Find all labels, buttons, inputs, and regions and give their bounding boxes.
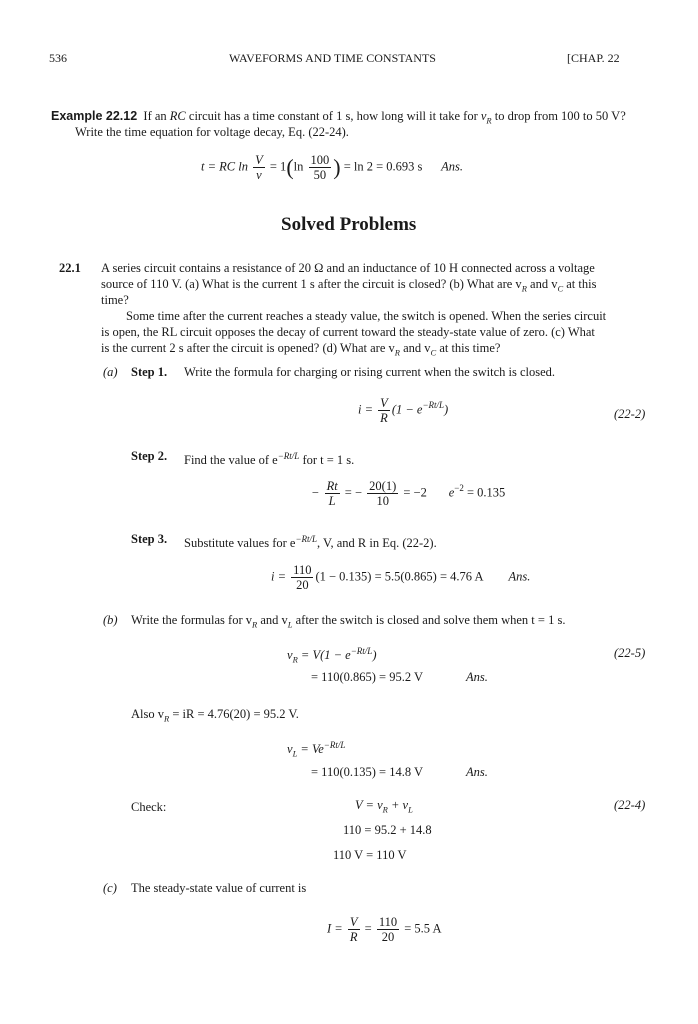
problem-para2-line1: Some time after the current reaches a steady value, the switch is opened. When the series circuit (126, 309, 607, 323)
vl-equation: $v_L = Ve^{-Rt/L}$ (287, 740, 346, 759)
equation-22-2: i = $\frac{V}{R}$ $(1 - e^{-Rt/L})$ (358, 396, 449, 425)
problem-para1-line1: A series circuit contains a resistance of 20 Ω and an inductance of 10 H connected across a voltage (101, 261, 595, 275)
step1-label: Step 1. (131, 365, 168, 379)
vl-ans: Ans. (466, 765, 488, 779)
equation-number-22-2: (22-2) (614, 407, 646, 421)
step2-equation: − $\frac{Rt}{L}$ = − $\frac{20(1)}{10}$ = −2 $e^{-2} = 0.135$ (311, 479, 506, 508)
step3-text: Substitute values for $e^{-Rt/L}$, V, and R in Eq. (22-2). (184, 534, 437, 551)
check-equation-2: 110 = 95.2 + 14.8 (343, 823, 432, 837)
problem-para1-line2: source of 110 V. (a) What is the current 1 s after the circuit is closed? (b) What are $v_R$ and $v_C$ at this (101, 277, 597, 294)
step2-label: Step 2. (131, 449, 168, 463)
step3-equation: i = $\frac{110}{20}$ (1 − 0.135) = 5.5(0.865) = 4.76 A Ans. (271, 563, 531, 592)
example-line-1: Example 22.12 If an RC circuit has a time constant of 1 s, how long will it take for $v_R$ to drop from 100 to 50 V? (51, 109, 626, 126)
step3-label: Step 3. (131, 532, 168, 546)
chapter-tag: [CHAP. 22 (567, 51, 620, 65)
problem-para2-line3: is the current 2 s after the circuit is opened? (d) What are $v_R$ and $v_C$ at this time? (101, 341, 501, 358)
equation-22-5: $v_R = V(1 - e^{-Rt/L})$ (287, 646, 377, 665)
part-c-text: The steady-state value of current is (131, 881, 307, 895)
example-line-2: Write the time equation for voltage decay, Eq. (22-24). (75, 125, 349, 139)
check-equation-1: $V = v_R + v_L$ (355, 798, 413, 815)
part-b-label: (b) (103, 613, 118, 627)
check-equation-3: 110 V = 110 V (333, 848, 407, 862)
vr-result: = 110(0.865) = 95.2 V (311, 670, 424, 684)
problem-number: 22.1 (59, 261, 81, 275)
problem-para1-line3: time? (101, 293, 129, 307)
part-b-text: Write the formulas for $v_R$ and $v_L$ after the switch is closed and solve them when t = 1 s. (131, 613, 566, 630)
example-label: Example 22.12 (51, 109, 138, 123)
page-number: 536 (49, 51, 67, 65)
vr-ans: Ans. (466, 670, 488, 684)
problem-para2-line2: is open, the RL circuit opposes the decay of current toward the steady-state value of zero. (c) What (101, 325, 595, 339)
step2-text: Find the value of $e^{-Rt/L}$ for t = 1 s. (184, 451, 355, 468)
also-line: Also $v_R$ = iR = 4.76(20) = 95.2 V. (131, 707, 299, 724)
part-a-label: (a) (103, 365, 118, 379)
section-title: Solved Problems (281, 214, 417, 235)
chapter-title: WAVEFORMS AND TIME CONSTANTS (229, 51, 436, 65)
steady-state-equation: I = $\frac{V}{R}$ = $\frac{110}{20}$ = 5.5 A (327, 915, 442, 944)
check-label: Check: (131, 800, 167, 814)
part-c-label: (c) (103, 881, 117, 895)
equation-number-22-5: (22-5) (614, 646, 646, 660)
equation-number-22-4: (22-4) (614, 798, 646, 812)
example-equation: t = RC ln $\frac{V}{v}$ = 1(ln $\frac{100}{50}$ ) = ln 2 = 0.693 s Ans. (201, 153, 464, 182)
step1-text: Write the formula for charging or rising current when the switch is closed. (184, 365, 556, 379)
vl-result: = 110(0.135) = 14.8 V (311, 765, 424, 779)
